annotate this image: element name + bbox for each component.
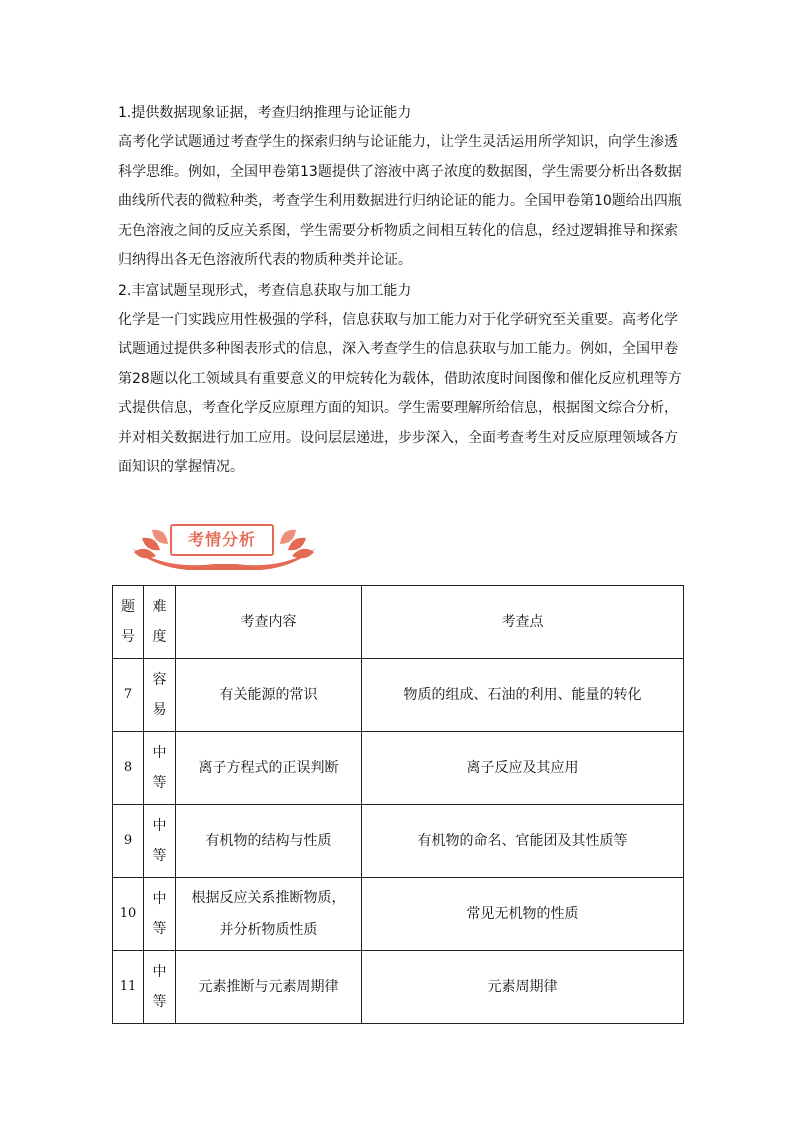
content-cell: 离子方程式的正误判断 bbox=[176, 732, 362, 805]
banner-title: 考情分析 bbox=[170, 524, 274, 556]
table-row bbox=[113, 951, 684, 1024]
header-cell: 题号 bbox=[113, 586, 144, 659]
difficulty-cell: 容易 bbox=[144, 659, 176, 732]
question-number-cell: 7 bbox=[113, 659, 144, 732]
header-cell: 考查点 bbox=[362, 586, 684, 659]
exam-analysis-table bbox=[112, 585, 684, 1024]
section-heading-2: 2.丰富试题呈现形式，考查信息获取与加工能力 bbox=[118, 282, 412, 299]
section-banner bbox=[126, 518, 322, 570]
table-row bbox=[113, 732, 684, 805]
content-cell: 有机物的结构与性质 bbox=[176, 805, 362, 878]
question-number-cell: 9 bbox=[113, 805, 144, 878]
header-cell: 难度 bbox=[144, 586, 176, 659]
header-cell: 考查内容 bbox=[176, 586, 362, 659]
content-cell: 有关能源的常识 bbox=[176, 659, 362, 732]
table-row bbox=[113, 659, 684, 732]
difficulty-cell: 中等 bbox=[144, 878, 176, 951]
section-paragraph-1: 高考化学试题通过考查学生的探索归纳与论证能力，让学生灵活运用所学知识，向学生渗透科学思维。例如，全国甲卷第13题提供了溶液中离子浓度的数据图，学生需要分析出各数据曲线所代表的微粒种类，考查学生利用数据进行归纳论证的能力。全国甲卷第10题给出四瓶无色溶液之间的反应关系图，学生需要分析物质之间相互转化的信息，经过逻辑推导和探索归纳得出各无色溶液所代表的物质种类并论证。 bbox=[118, 134, 682, 268]
article-body bbox=[118, 98, 684, 483]
point-cell: 物质的组成、石油的利用、能量的转化 bbox=[362, 659, 684, 732]
table-row bbox=[113, 805, 684, 878]
point-cell: 有机物的命名、官能团及其性质等 bbox=[362, 805, 684, 878]
content-cell: 根据反应关系推断物质，并分析物质性质 bbox=[176, 878, 362, 951]
content-cell: 元素推断与元素周期律 bbox=[176, 951, 362, 1024]
difficulty-cell: 中等 bbox=[144, 805, 176, 878]
question-number-cell: 11 bbox=[113, 951, 144, 1024]
question-number-cell: 10 bbox=[113, 878, 144, 951]
table-row bbox=[113, 878, 684, 951]
point-cell: 元素周期律 bbox=[362, 951, 684, 1024]
section-heading-1: 1.提供数据现象证据，考查归纳推理与论证能力 bbox=[118, 105, 412, 121]
difficulty-cell: 中等 bbox=[144, 732, 176, 805]
section-paragraph-2: 化学是一门实践应用性极强的学科，信息获取与加工能力对于化学研究至关重要。高考化学试题通过提供多种图表形式的信息，深入考查学生的信息获取与加工能力。例如，全国甲卷第28题以化工领域具有重要意义的甲烷转化为载体，借助浓度时间图像和催化反应机理等方式提供信息，考查化学反应原理方面的知识。学生需要理解所给信息，根据图文综合分析，并对相关数据进行加工应用。设问层层递进，步步深入，全面考查考生对反应原理领域各方面知识的掌握情况。 bbox=[118, 311, 682, 475]
point-cell: 离子反应及其应用 bbox=[362, 732, 684, 805]
table-header-row bbox=[113, 586, 684, 659]
question-number-cell: 8 bbox=[113, 732, 144, 805]
difficulty-cell: 中等 bbox=[144, 951, 176, 1024]
point-cell: 常见无机物的性质 bbox=[362, 878, 684, 951]
